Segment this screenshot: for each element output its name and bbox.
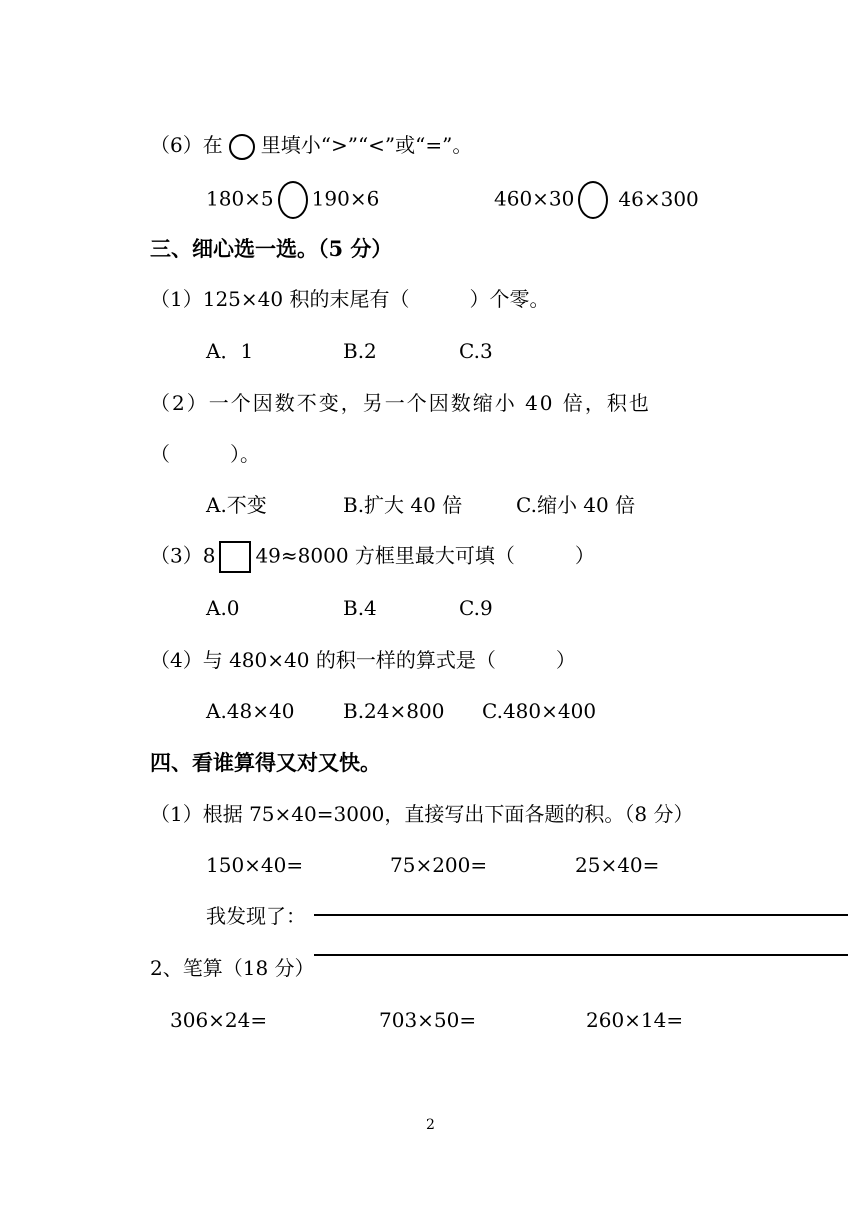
found-label: 我发现了： <box>206 904 306 928</box>
s3-q4-option-a: A.48×40 <box>206 699 295 723</box>
compare-right-b: 46×300 <box>618 186 699 211</box>
s3-q3-option-b: B.4 <box>343 596 377 620</box>
compare-row <box>206 181 379 219</box>
compare-oval-blank <box>278 181 308 219</box>
question-6 <box>150 131 472 160</box>
s3-q4-option-c: C.480×400 <box>482 699 597 723</box>
s4-question-2-title: 2、笔算（18 分） <box>150 956 315 980</box>
compare-oval-blank <box>578 181 608 219</box>
s3-question-2-line2: （ ）。 <box>150 442 260 466</box>
s4-q2-item-a: 306×24= <box>170 1008 268 1032</box>
s4-q1-item-a: 150×40= <box>206 853 304 877</box>
s3-q1-option-c: C.3 <box>459 339 493 363</box>
answer-line-1 <box>314 914 848 916</box>
s3-q3-option-a: A.0 <box>206 596 240 620</box>
blank-square-box <box>219 541 251 573</box>
section-3-title: 三、细心选一选。（5 分） <box>150 236 393 261</box>
s4-q2-item-c: 260×14= <box>586 1008 684 1032</box>
blank-circle <box>229 134 255 160</box>
s4-question-1: （1）根据 75×40=3000，直接写出下面各题的积。（8 分） <box>150 802 694 826</box>
question-6-instruction: 里填小“>”“<”或“=”。 <box>260 133 473 157</box>
compare-right-a: 460×30 <box>494 186 575 211</box>
question-6-label: （6）在 <box>150 133 223 157</box>
s3-q2-option-b: B.扩大 40 倍 <box>343 493 463 517</box>
s3-q1-option-a: A．1 <box>206 339 254 363</box>
s3-q2-option-c: C.缩小 40 倍 <box>516 493 636 517</box>
s4-q2-item-b: 703×50= <box>379 1008 477 1032</box>
s3-question-3 <box>150 541 595 573</box>
answer-line-2 <box>314 954 848 956</box>
compare-row-right <box>494 181 699 219</box>
s3-q3-option-c: C.9 <box>459 596 493 620</box>
s3-q3-suffix: 49≈8000 方框里最大可填（ ） <box>255 543 595 568</box>
s3-q1-option-b: B.2 <box>343 339 377 363</box>
s3-question-1: （1）125×40 积的末尾有（ ）个零。 <box>150 287 550 311</box>
compare-left-b: 190×6 <box>311 186 380 211</box>
s4-q1-item-b: 75×200= <box>390 853 488 877</box>
compare-left-a: 180×5 <box>206 186 274 211</box>
s3-q3-prefix: （3）8 <box>150 543 216 568</box>
s3-question-4: （4）与 480×40 的积一样的算式是（ ） <box>150 648 576 672</box>
s3-q4-option-b: B.24×800 <box>343 699 445 723</box>
s4-q1-item-c: 25×40= <box>575 853 660 877</box>
s3-question-2-line1: （2）一个因数不变，另一个因数缩小 40 倍，积也 <box>150 391 651 415</box>
s3-q2-option-a: A.不变 <box>206 493 267 517</box>
section-4-title: 四、看谁算得又对又快。 <box>150 750 381 775</box>
page-number: 2 <box>426 1117 435 1133</box>
